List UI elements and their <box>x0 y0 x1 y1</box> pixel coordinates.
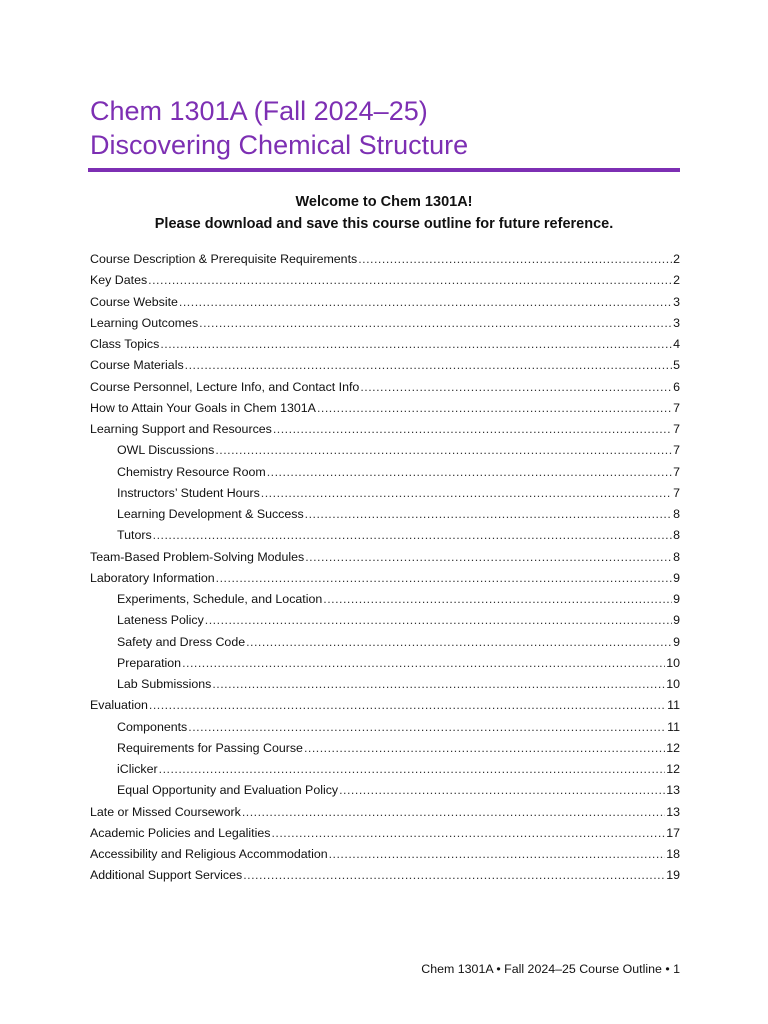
toc-entry-page-number: 13 <box>666 783 680 798</box>
table-of-contents <box>90 249 680 887</box>
toc-entry-page-number: 7 <box>673 485 680 500</box>
toc-dot-leader <box>358 249 672 270</box>
toc-entry-label: Equal Opportunity and Evaluation Policy <box>117 783 339 798</box>
toc-entry[interactable] <box>90 674 680 695</box>
document-title <box>90 94 680 162</box>
toc-entry[interactable] <box>90 398 680 419</box>
title-line-subject: Discovering Chemical Structure <box>90 130 469 160</box>
toc-entry[interactable] <box>90 823 680 844</box>
toc-dot-leader <box>339 780 665 801</box>
toc-dot-leader <box>329 844 666 865</box>
toc-entry-label: Experiments, Schedule, and Location <box>117 592 323 606</box>
toc-entry-page-number: 6 <box>673 379 680 394</box>
toc-dot-leader <box>246 632 672 653</box>
toc-entry-page-number: 2 <box>673 252 680 266</box>
toc-entry-label: Safety and Dress Code <box>117 634 246 649</box>
toc-dot-leader <box>179 292 672 313</box>
toc-dot-leader <box>243 865 665 886</box>
toc-dot-leader <box>305 547 672 568</box>
toc-entry-page-number: 8 <box>673 549 680 564</box>
toc-entry[interactable] <box>90 292 680 313</box>
toc-entry[interactable] <box>90 504 680 525</box>
toc-entry[interactable] <box>90 419 680 440</box>
toc-dot-leader <box>148 270 672 291</box>
toc-entry-page-number: 2 <box>673 273 680 288</box>
toc-dot-leader <box>159 759 666 780</box>
toc-entry-label: Class Topics <box>90 337 160 351</box>
welcome-line: Welcome to Chem 1301A! <box>295 194 473 210</box>
toc-entry-page-number: 7 <box>673 464 680 479</box>
toc-entry[interactable] <box>90 653 680 674</box>
toc-entry-label: Course Website <box>90 294 178 309</box>
toc-dot-leader <box>199 313 672 334</box>
toc-entry-page-number: 9 <box>673 634 680 649</box>
toc-entry[interactable] <box>90 610 680 631</box>
toc-entry-page-number: 19 <box>666 868 680 883</box>
toc-dot-leader <box>267 462 672 483</box>
toc-entry-page-number: 7 <box>673 422 680 436</box>
toc-entry-label: Components <box>117 719 188 734</box>
toc-entry-label: iClicker <box>117 762 158 776</box>
toc-entry-label: Evaluation <box>90 698 148 713</box>
toc-dot-leader <box>212 674 665 695</box>
toc-entry-page-number: 11 <box>667 698 680 713</box>
toc-entry-page-number: 5 <box>673 358 680 373</box>
toc-dot-leader <box>323 589 672 610</box>
toc-entry[interactable] <box>90 270 680 291</box>
toc-dot-leader <box>317 398 672 419</box>
page-footer: Chem 1301A • Fall 2024–25 Course Outline • 1 <box>421 962 680 976</box>
title-line-course: Chem 1301A (Fall 2024–25) <box>90 96 428 126</box>
toc-entry-label: OWL Discussions <box>117 443 215 458</box>
toc-dot-leader <box>185 355 672 376</box>
toc-entry[interactable] <box>90 462 680 483</box>
toc-dot-leader <box>215 440 672 461</box>
toc-dot-leader <box>188 717 666 738</box>
toc-entry-page-number: 10 <box>666 655 680 670</box>
toc-entry-page-number: 9 <box>673 592 680 606</box>
toc-entry-label: Lab Submissions <box>117 677 212 691</box>
toc-dot-leader <box>273 419 672 440</box>
download-notice: Please download and save this course outline for future reference. <box>154 216 614 232</box>
toc-entry[interactable] <box>90 780 680 801</box>
toc-entry-label: Preparation <box>117 655 182 670</box>
toc-entry-page-number: 7 <box>673 443 680 458</box>
toc-entry[interactable] <box>90 249 680 270</box>
toc-entry[interactable] <box>90 483 680 504</box>
toc-entry[interactable] <box>90 313 680 334</box>
toc-entry-page-number: 18 <box>666 847 680 861</box>
toc-dot-leader <box>182 653 665 674</box>
toc-entry-label: Academic Policies and Legalities <box>90 825 271 840</box>
toc-entry-page-number: 11 <box>667 719 680 734</box>
toc-entry[interactable] <box>90 334 680 355</box>
toc-entry[interactable] <box>90 547 680 568</box>
toc-entry-page-number: 8 <box>673 507 680 521</box>
toc-entry-label: Lateness Policy <box>117 613 204 628</box>
toc-entry-page-number: 8 <box>673 528 680 543</box>
toc-entry-label: Key Dates <box>90 273 148 288</box>
toc-entry-page-number: 17 <box>666 825 680 840</box>
toc-dot-leader <box>271 823 665 844</box>
toc-entry-label: Learning Development & Success <box>117 507 304 521</box>
toc-entry[interactable] <box>90 759 680 780</box>
toc-entry-page-number: 10 <box>666 677 680 691</box>
toc-entry-page-number: 12 <box>666 762 680 776</box>
toc-entry-page-number: 13 <box>666 804 680 819</box>
toc-dot-leader <box>360 377 672 398</box>
toc-dot-leader <box>216 568 672 589</box>
toc-entry-label: Tutors <box>117 528 152 543</box>
toc-entry-label: Course Personnel, Lecture Info, and Contact Info <box>90 379 360 394</box>
toc-entry[interactable] <box>90 844 680 865</box>
toc-entry-label: Additional Support Services <box>90 868 243 883</box>
toc-dot-leader <box>242 802 665 823</box>
toc-entry[interactable] <box>90 717 680 738</box>
toc-entry-label: Late or Missed Coursework <box>90 804 241 819</box>
toc-dot-leader <box>160 334 672 355</box>
toc-entry[interactable] <box>90 440 680 461</box>
toc-entry[interactable] <box>90 525 680 546</box>
toc-dot-leader <box>261 483 672 504</box>
toc-dot-leader <box>205 610 672 631</box>
toc-dot-leader <box>149 695 666 716</box>
toc-entry[interactable] <box>90 632 680 653</box>
toc-entry-label: Team-Based Problem-Solving Modules <box>90 549 305 564</box>
toc-entry[interactable] <box>90 802 680 823</box>
toc-entry-page-number: 4 <box>673 337 680 351</box>
toc-entry-page-number: 9 <box>673 570 680 585</box>
toc-entry-label: Course Materials <box>90 358 184 373</box>
toc-dot-leader <box>305 504 672 525</box>
toc-entry[interactable] <box>90 568 680 589</box>
toc-entry-page-number: 3 <box>673 315 680 330</box>
toc-entry[interactable] <box>90 377 680 398</box>
toc-entry-label: Requirements for Passing Course <box>117 740 303 755</box>
toc-entry[interactable] <box>90 355 680 376</box>
toc-entry-page-number: 12 <box>666 740 680 755</box>
toc-entry[interactable] <box>90 738 680 759</box>
toc-entry-label: Instructors’ Student Hours <box>117 485 260 500</box>
toc-entry-page-number: 9 <box>673 613 680 628</box>
toc-entry-label: Laboratory Information <box>90 570 215 585</box>
welcome-message <box>88 191 680 235</box>
toc-entry-label: Learning Support and Resources <box>90 422 272 436</box>
toc-dot-leader <box>153 525 672 546</box>
toc-entry-label: How to Attain Your Goals in Chem 1301A <box>90 400 316 415</box>
toc-entry-label: Chemistry Resource Room <box>117 464 266 479</box>
toc-entry-page-number: 3 <box>673 294 680 309</box>
toc-entry-label: Learning Outcomes <box>90 315 199 330</box>
toc-dot-leader <box>304 738 665 759</box>
toc-entry-label: Course Description & Prerequisite Requirements <box>90 252 358 266</box>
toc-entry-label: Accessibility and Religious Accommodation <box>90 847 328 861</box>
title-divider <box>88 168 680 172</box>
toc-entry[interactable] <box>90 589 680 610</box>
toc-entry[interactable] <box>90 695 680 716</box>
toc-entry[interactable] <box>90 865 680 886</box>
toc-entry-page-number: 7 <box>673 400 680 415</box>
